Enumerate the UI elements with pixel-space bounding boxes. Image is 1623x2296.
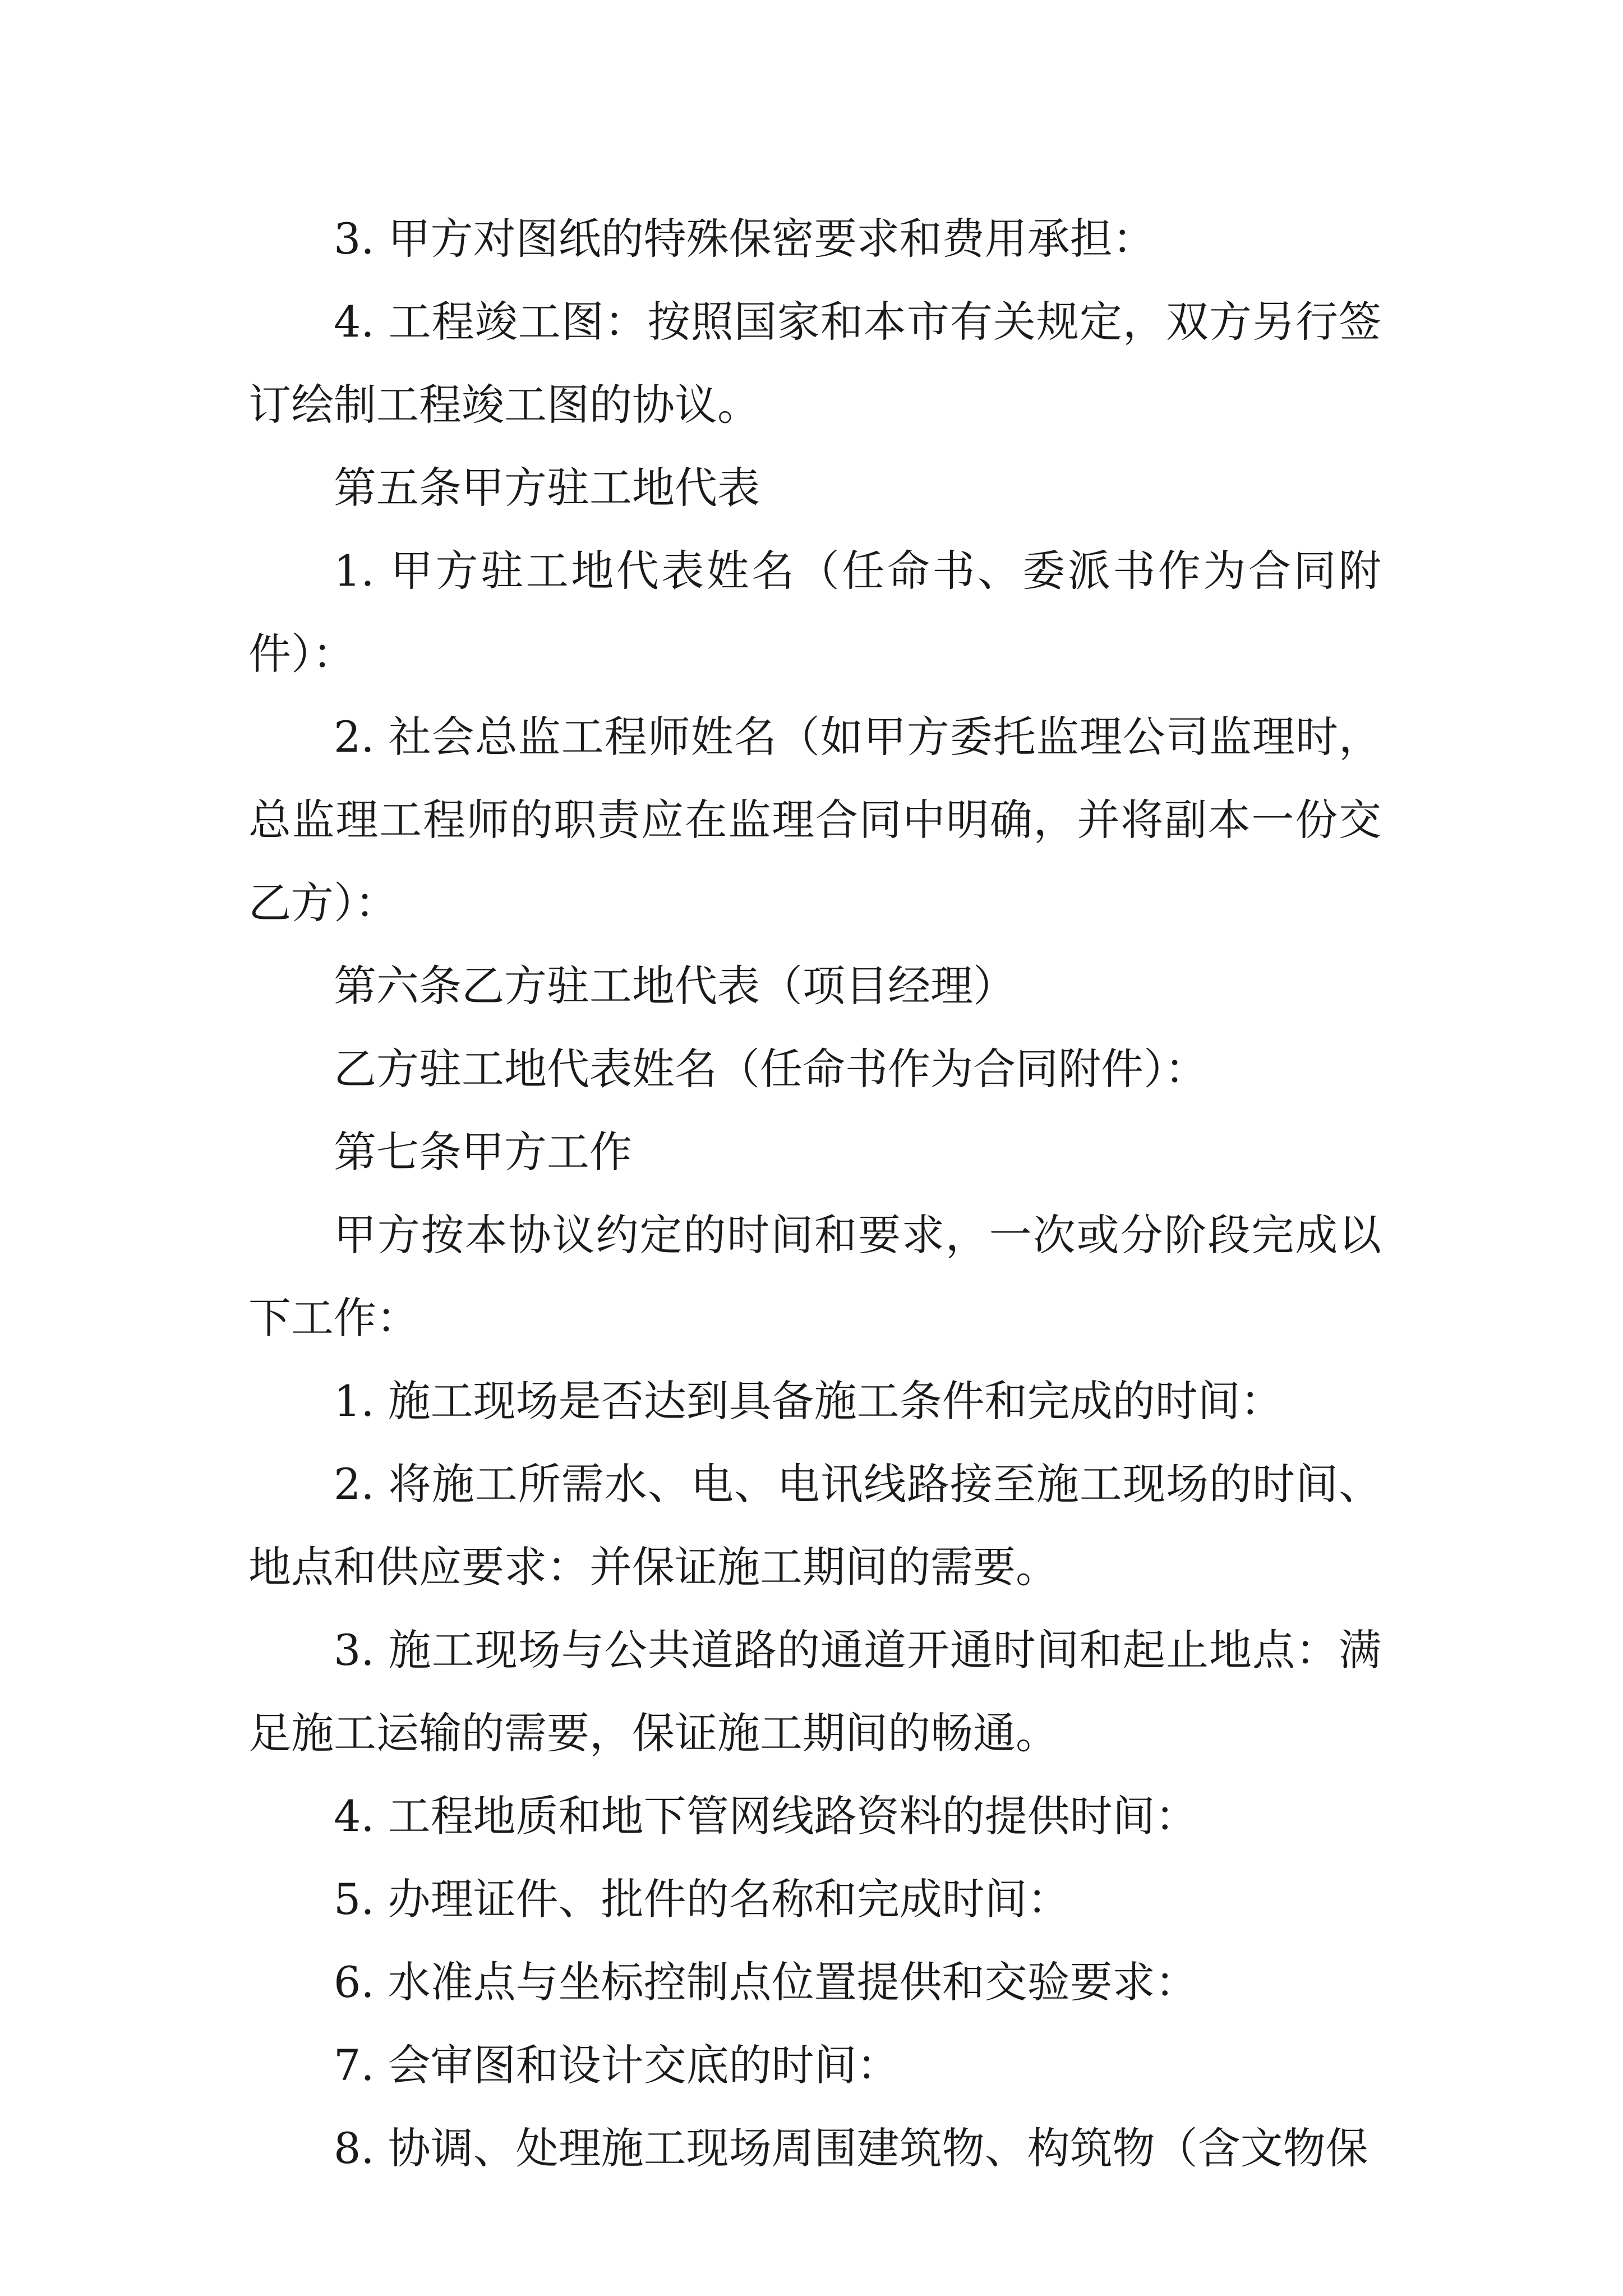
paragraph-surrounding-structures: 8. 协调、处理施工现场周围建筑物、构筑物（含文物保 xyxy=(334,2123,1368,2173)
article-6-heading: 第六条乙方驻工地代表（项目经理） xyxy=(334,961,1016,1011)
article-5-heading: 第五条甲方驻工地代表 xyxy=(334,463,760,513)
paragraph-drawing-confidentiality: 3. 甲方对图纸的特殊保密要求和费用承担： xyxy=(334,214,1155,264)
paragraph-design-review: 7. 会审图和设计交底的时间： xyxy=(334,2040,900,2090)
paragraph-utilities-connection: 2. 将施工所需水、电、电讯线路接至施工现场的时间、地点和供应要求：并保证施工期间的需要。 xyxy=(248,1459,1381,1592)
document-body xyxy=(248,197,1381,2190)
paragraph-site-conditions: 1. 施工现场是否达到具备施工条件和完成的时间： xyxy=(334,1376,1283,1426)
paragraph-party-a-work-intro: 甲方按本协议约定的时间和要求，一次或分阶段完成以下工作： xyxy=(248,1210,1381,1343)
paragraph-chief-supervisor-name: 2. 社会总监工程师姓名（如甲方委托监理公司监理时，总监理工程师的职责应在监理合同中明确，并将副本一份交乙方）： xyxy=(248,712,1381,928)
paragraph-geology-data: 4. 工程地质和地下管网线路资料的提供时间： xyxy=(334,1791,1198,1841)
paragraph-permits: 5. 办理证件、批件的名称和完成时间： xyxy=(334,1874,1070,1924)
paragraph-as-built-drawings: 4. 工程竣工图：按照国家和本市有关规定，双方另行签订绘制工程竣工图的协议。 xyxy=(248,297,1381,430)
paragraph-party-b-representative-name: 乙方驻工地代表姓名（任命书作为合同附件）： xyxy=(334,1044,1207,1094)
paragraph-benchmarks: 6. 水准点与坐标控制点位置提供和交验要求： xyxy=(334,1957,1198,2007)
paragraph-party-a-representative-name: 1. 甲方驻工地代表姓名（任命书、委派书作为合同附件）： xyxy=(248,546,1381,679)
paragraph-road-access: 3. 施工现场与公共道路的通道开通时间和起止地点：满足施工运输的需要，保证施工期间的畅通。 xyxy=(248,1625,1381,1758)
article-7-heading: 第七条甲方工作 xyxy=(334,1127,632,1177)
